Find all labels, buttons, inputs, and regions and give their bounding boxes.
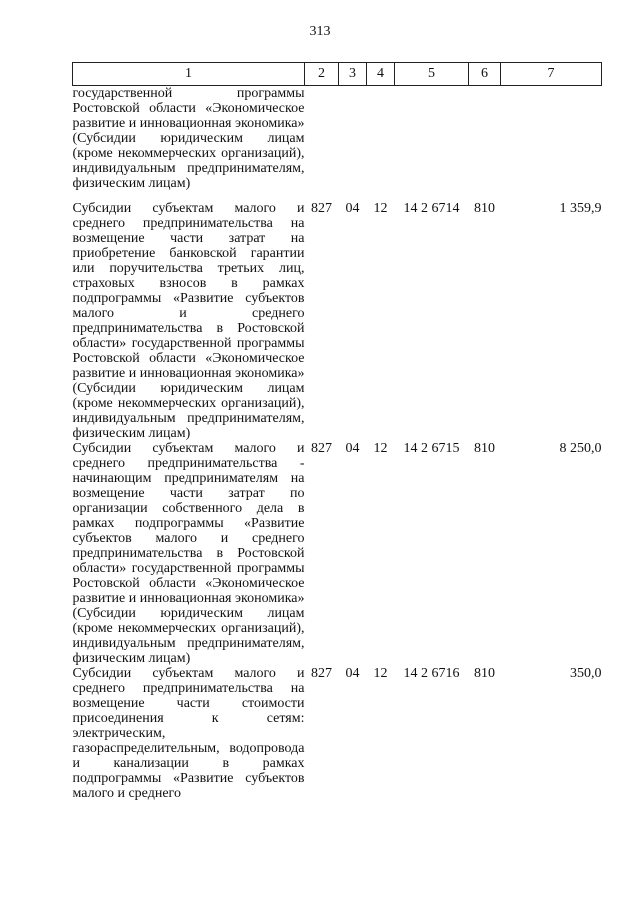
table-body bbox=[73, 86, 602, 802]
row-section: 04 bbox=[345, 441, 360, 456]
table-row bbox=[73, 666, 602, 801]
header-col-6: 6 bbox=[469, 63, 501, 86]
row-target-article: 14 2 6716 bbox=[403, 666, 460, 681]
header-col-4: 4 bbox=[367, 63, 395, 86]
row-amount: 8 250,0 bbox=[559, 441, 602, 456]
row-expense-type: 810 bbox=[474, 441, 495, 456]
row-section: 04 bbox=[345, 201, 360, 216]
row-subsection: 12 bbox=[373, 666, 388, 681]
row-target-article bbox=[395, 86, 469, 202]
header-col-3: 3 bbox=[339, 63, 367, 86]
row-admin-code: 827 bbox=[311, 666, 332, 681]
row-target-article: 14 2 6714 bbox=[403, 201, 460, 216]
header-row bbox=[73, 63, 602, 86]
row-expense-type bbox=[469, 86, 501, 202]
budget-table bbox=[72, 62, 602, 801]
page-number: 313 bbox=[309, 24, 331, 39]
header-col-7: 7 bbox=[501, 63, 602, 86]
row-amount: 1 359,9 bbox=[559, 201, 602, 216]
row-description: Субсидии субъектам малого и среднего предпринимательства на возмещение части затрат на приобретение банковской гарантии или поручительства третьих лиц, страховых взносов в рамках подпрограммы «Развитие субъектов малого и среднего предпринимательства в Ростовской области» государственной программы Ростовской области «Экономическое развитие и инновационная экономика» (Субсидии юридическим лицам (кроме некоммерческих организаций), индивидуальным предпринимателям, физическим лицам) bbox=[72, 201, 305, 441]
table-row bbox=[73, 86, 602, 202]
row-description: Субсидии субъектам малого и среднего предпринимательства на возмещение части стоимости присоединения к сетям: электрическим, газораспределительным, водопровода и канализации в рамках подпрограммы «Развитие субъектов малого и среднего bbox=[72, 666, 305, 801]
row-subsection: 12 bbox=[373, 441, 388, 456]
row-subsection: 12 bbox=[373, 201, 388, 216]
row-subsection bbox=[367, 86, 395, 202]
row-amount bbox=[501, 86, 602, 202]
row-expense-type: 810 bbox=[474, 201, 495, 216]
table-header bbox=[73, 63, 602, 86]
row-admin-code: 827 bbox=[311, 441, 332, 456]
header-col-1: 1 bbox=[73, 63, 305, 86]
header-col-2: 2 bbox=[305, 63, 339, 86]
row-section: 04 bbox=[345, 666, 360, 681]
row-expense-type: 810 bbox=[474, 666, 495, 681]
header-col-5: 5 bbox=[395, 63, 469, 86]
row-admin-code bbox=[305, 86, 339, 202]
row-amount: 350,0 bbox=[570, 666, 602, 681]
table-row bbox=[73, 201, 602, 441]
row-section bbox=[339, 86, 367, 202]
row-description: государственной программы Ростовской области «Экономическое развитие и инновационная экономика» (Субсидии юридическим лицам (кроме некоммерческих организаций), индивидуальным предпринимателям, физическим лицам) bbox=[72, 86, 305, 191]
row-target-article: 14 2 6715 bbox=[403, 441, 460, 456]
row-description: Субсидии субъектам малого и среднего предпринимательства - начинающим предпринимателям на возмещение части затрат по организации собственного дела в рамках подпрограммы «Развитие субъектов малого и среднего предпринимательства в Ростовской области» государственной программы Ростовской области «Экономическое развитие и инновационная экономика» (Субсидии юридическим лицам (кроме некоммерческих организаций), индивидуальным предпринимателям, физическим лицам) bbox=[72, 441, 305, 666]
table-row bbox=[73, 441, 602, 666]
row-admin-code: 827 bbox=[311, 201, 332, 216]
